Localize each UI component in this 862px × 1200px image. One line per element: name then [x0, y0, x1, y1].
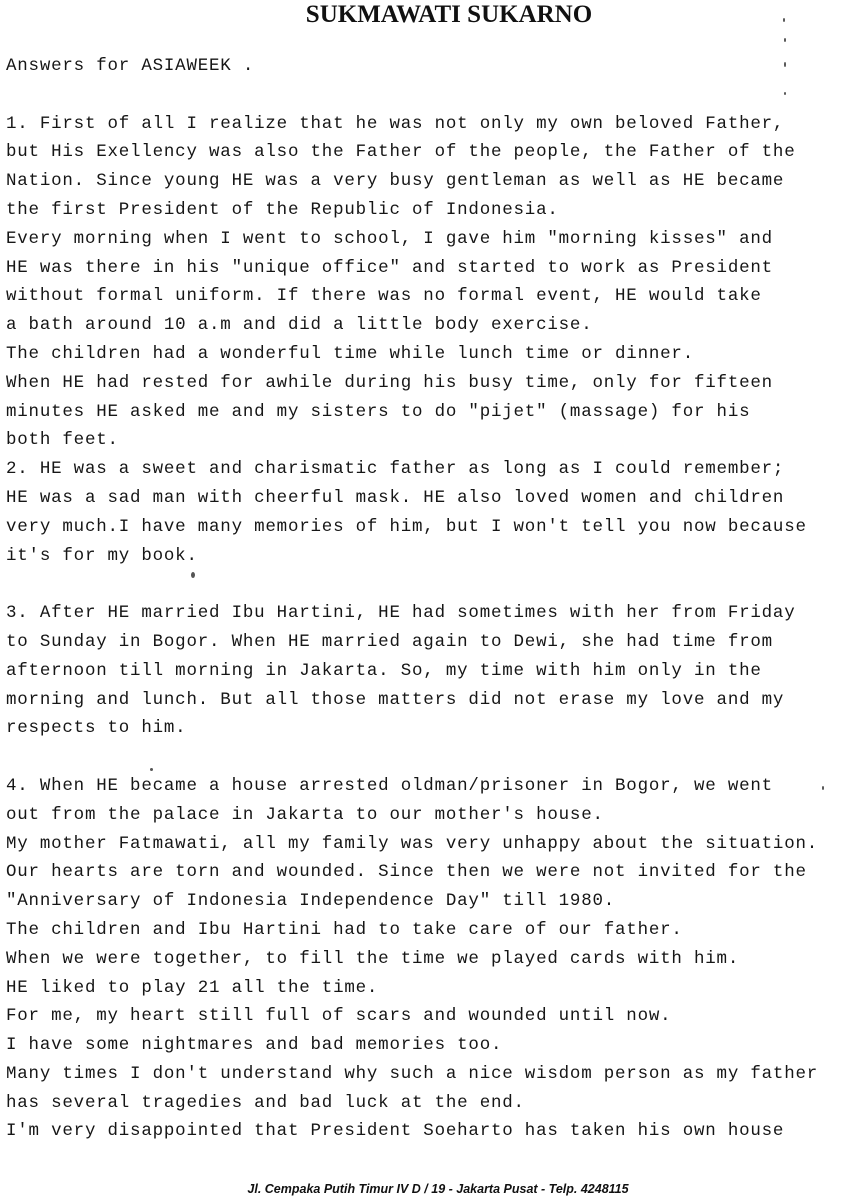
text-line: Our hearts are torn and wounded. Since then we were not invited for the	[6, 862, 807, 883]
text-line: For me, my heart still full of scars and wounded until now.	[6, 1006, 672, 1027]
text-line: it's for my book.	[6, 545, 198, 566]
text-line: both feet.	[6, 430, 119, 451]
text-line: 2. HE was a sweet and charismatic father as long as I could remember;	[6, 459, 785, 480]
text-line: respects to him.	[6, 718, 187, 739]
text-line: HE liked to play 21 all the time.	[6, 977, 379, 998]
text-line: When HE had rested for awhile during his busy time, only for fifteen	[6, 372, 773, 393]
text-line: Many times I don't understand why such a nice wisdom person as my father	[6, 1063, 819, 1084]
text-line: Every morning when I went to school, I gave him "morning kisses" and	[6, 228, 773, 249]
scan-speck	[150, 768, 153, 771]
text-line: When we were together, to fill the time we played cards with him.	[6, 948, 740, 969]
text-line: out from the palace in Jakarta to our mother's house.	[6, 804, 604, 825]
text-line: 4. When HE became a house arrested oldman/prisoner in Bogor, we went	[6, 775, 773, 796]
text-line: very much.I have many memories of him, but I won't tell you now because	[6, 516, 807, 537]
text-line: HE was a sad man with cheerful mask. HE also loved women and children	[6, 487, 785, 508]
text-line: has several tragedies and bad luck at the end.	[6, 1092, 525, 1113]
text-line: "Anniversary of Indonesia Independence Day" till 1980.	[6, 891, 616, 912]
text-line: 1. First of all I realize that he was not only my own beloved Father,	[6, 113, 785, 134]
scan-speck	[783, 18, 785, 22]
text-line: a bath around 10 a.m and did a little body exercise.	[6, 315, 593, 336]
text-line: afternoon till morning in Jakarta. So, my time with him only in the	[6, 660, 762, 681]
text-line: I have some nightmares and bad memories too.	[6, 1035, 503, 1056]
text-line: The children had a wonderful time while lunch time or dinner.	[6, 343, 694, 364]
footer-address: Jl. Cempaka Putih Timur IV D / 19 - Jakarta Pusat - Telp. 4248115	[247, 1182, 629, 1196]
blank-line	[6, 743, 856, 772]
blank-line	[6, 81, 856, 110]
letter-body	[6, 52, 862, 1146]
text-line: 3. After HE married Ibu Hartini, HE had sometimes with her from Friday	[6, 603, 796, 624]
scan-speck	[784, 92, 786, 95]
text-line: Nation. Since young HE was a very busy gentleman as well as HE became	[6, 171, 785, 192]
text-line: HE was there in his "unique office" and started to work as President	[6, 257, 773, 278]
text-line: My mother Fatmawati, all my family was very unhappy about the situation.	[6, 833, 819, 854]
text-line: to Sunday in Bogor. When HE married again to Dewi, she had time from	[6, 631, 773, 652]
text-line: The children and Ibu Hartini had to take care of our father.	[6, 919, 683, 940]
scan-speck	[822, 786, 824, 790]
scan-speck	[784, 62, 786, 67]
scan-speck	[191, 572, 195, 578]
scan-speck	[784, 38, 786, 42]
text-line: the first President of the Republic of Indonesia.	[6, 199, 559, 220]
text-line: but His Exellency was also the Father of the people, the Father of the	[6, 142, 796, 163]
text-line: minutes HE asked me and my sisters to do "pijet" (massage) for his	[6, 401, 751, 422]
text-line: I'm very disappointed that President Soeharto has taken his own house	[6, 1121, 785, 1142]
text-line: morning and lunch. But all those matters did not erase my love and my	[6, 689, 785, 710]
text-line: without formal uniform. If there was no formal event, HE would take	[6, 286, 762, 307]
text-line: Answers for ASIAWEEK .	[6, 56, 255, 76]
letterhead-name: SUKMAWATI SUKARNO	[305, 1, 593, 28]
blank-line	[6, 570, 856, 599]
